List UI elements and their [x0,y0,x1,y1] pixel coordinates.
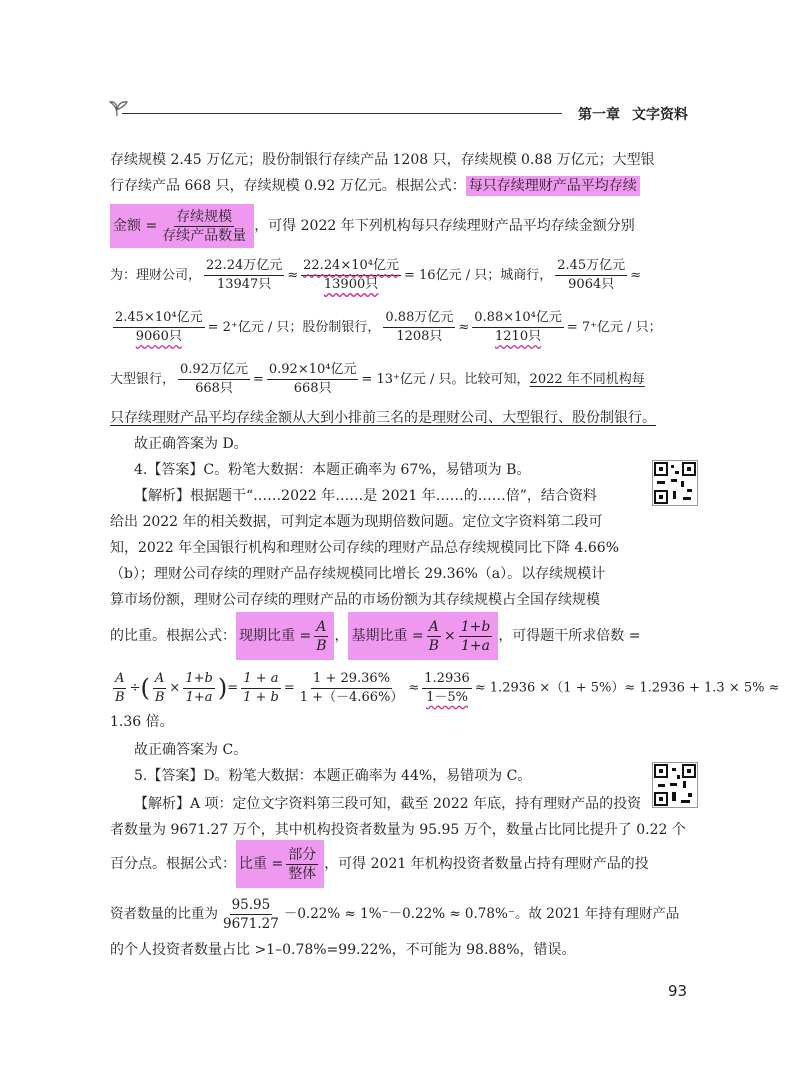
explanation-line: 【解析】根据题干“……2022 年……是 2021 年……的……倍”，结合资料 [134,488,597,504]
fraction-denominator: 668只 [195,381,233,396]
fraction-numerator: 1 + 29.36% [311,670,392,689]
formula-highlight: 基期比重 = $\frac{A}{B}$ × $\frac{1+b}{1+a}$ [348,612,498,660]
fraction-numerator: 0.92万亿元 [178,361,250,380]
fraction-denominator: 整体 [288,865,317,882]
text-segment: 资者数量的比重为 [110,906,218,922]
text-segment: ，可得 2021 年机构投资者数量占持有理财产品的投 [324,856,649,872]
fraction-denominator: 13947只 [216,277,272,292]
underlined-text: 2022 年不同机构每 [529,372,645,387]
answer-line: 4.【答案】C。粉笔大数据：本题正确率为 67%，易错项为 B。 [134,462,531,478]
text-segment: 大型银行， [110,372,176,387]
fraction-denominator: 1208只 [396,329,443,344]
fraction-denominator: 1－5% [426,689,468,705]
fraction-numerator: 95.95 [231,897,271,913]
qr-code-icon[interactable] [652,460,698,506]
text-segment: －0.22% ≈ 1%⁻－0.22% ≈ 0.78%⁻。故 2021 年持有理财产品 [283,906,680,922]
fraction-numerator: 2.45万亿元 [555,257,627,276]
fraction-denominator: 1 + b [243,689,279,705]
fraction-denominator: 9064只 [568,277,615,292]
fraction-numerator: 存续规模 [176,208,233,225]
explanation-line: 者数量为 9671.27 万个，其中机构投资者数量为 95.95 万个，数量占比同比提升了 0.22 个 [110,822,686,838]
text-line: 大型银行， $\frac{\text{0.92万亿元}}{\text{668只}}$ = $\frac{\text{0.92×10⁴亿元}}{\text{668只}}$ = 13⁺亿元 / 只。比较可知，2022 年不同机构每 [110,362,645,396]
formula-highlight [236,840,324,888]
text-segment: = 16亿元 / 只；城商行， [404,268,553,283]
explanation-line: 知，2022 年全国银行机构和理财公司存续的理财产品总存续规模同比下降 4.66% [110,540,620,556]
text-segment: ，可得 2022 年下列机构每只存续理财产品平均存续金额分别 [254,218,635,234]
fraction-denominator: 668只 [293,381,332,396]
text-line: 故正确答案为 D。 [134,436,248,452]
qr-code-icon[interactable] [652,762,698,808]
formula-label: 比重 = [239,856,284,872]
fraction-numerator: 22.24×10⁴亿元 [301,257,401,276]
explanation-line: 【解析】A 项：定位文字资料第三段可知，截至 2022 年底，持有理财产品的投资 [134,796,642,812]
fraction-numerator: 2.45×10⁴亿元 [113,309,205,328]
formula-line: 的比重。根据公式： 现期比重 = $\frac{A}{B}$ ， 基期比重 = $\frac{A}{B}$ × $\frac{1+b}{1+a}$ ，可得题干所求倍数 = [110,612,641,660]
fraction-numerator: 0.88万亿元 [383,309,455,328]
fraction-denominator: 9060只 [135,329,182,344]
text-line [110,176,640,196]
formula-highlight: 每只存续理财产品平均存续 [466,176,640,196]
page-number: 93 [668,982,688,1000]
text-line: 只存续理财产品平均存续金额从大到小排前三名的是理财公司、大型银行、股份制银行。 [110,410,656,426]
text-line [110,204,635,248]
formula-line [110,840,649,888]
text-segment: ，可得题干所求倍数 = [498,628,641,644]
answer-line: 5.【答案】D。粉笔大数据：本题正确率为 44%，易错项为 C。 [134,768,532,784]
formula-line [110,892,679,936]
formula-highlight [110,204,254,248]
text-segment: = 13⁺亿元 / 只。比较可知， [361,372,530,387]
text-segment: ≈ 1.2936 ×（1 + 5%）≈ 1.2936 + 1.3 × 5% ≈ [474,680,780,696]
text-line: 为：理财公司， $\frac{\text{22.24万亿元}}{\text{13947只}}$ ≈ $\frac{\text{22.24×10⁴亿元}}{\text{13900只}}$ = 16亿元 / 只；城商行， $\frac{\text{2.45万亿元}}{\text{9064只}}$ ≈ [110,258,642,292]
text-line: 1.36 倍。 [110,714,174,730]
text-segment: = 2⁺亿元 / 只；股份制银行， [207,320,381,335]
fraction-numerator: 1 + a [241,670,280,689]
text-line: 的个人投资者数量占比 >1–0.78%=99.22%，不可能为 98.88%，错误。 [110,942,576,958]
text-segment: 为：理财公司， [110,268,202,283]
text-segment: 的比重。根据公式： [110,628,236,644]
chapter-label: 第一章 [578,107,620,123]
formula-line: $\frac{A}{B}$ ÷( $\frac{A}{B}$ × $\frac{1+b}{1+a}$ )= $\frac{1 + a}{1 + b}$ = $\frac{1 + 29.36\%}{1 +(-4.66\%)}$ ≈ $\frac{1.2936}{1-5\%}$ ≈ 1.2936 ×（1 + 5%）≈ 1.2936 + 1.3 × 5% ≈ [115,670,780,705]
explanation-line: 算市场份额，理财公司存续的理财产品的市场份额为其存续规模占全国存续规模 [110,592,600,608]
fraction-denominator: 1210只 [495,329,542,344]
explanation-line: （b）；理财公司存续的理财产品存续规模同比增长 29.36%（a）。以存续规模计 [110,566,606,582]
fraction-numerator: 0.88×10⁴亿元 [472,309,564,328]
header-rule [122,113,562,114]
text-line: 存续规模 2.45 万亿元；股份制银行存续产品 1208 只，存续规模 0.88 万亿元；大型银 [110,152,655,168]
text-segment: 行存续产品 668 只，存续规模 0.92 万亿元。根据公式： [110,178,466,194]
formula-label: 金额 = [113,218,158,234]
fraction-denominator: 9671.27 [223,916,279,932]
formula-label: 基期比重 = [351,628,424,644]
fraction-numerator: 1.2936 [422,670,472,689]
leaf-ornament-icon [104,96,130,118]
fraction-denominator: 存续产品数量 [162,227,247,244]
section-label: 文字资料 [632,107,688,123]
formula-label: 现期比重 = [239,628,312,644]
explanation-line: 给出 2022 年的相关数据，可判定本题为现期倍数问题。定位文字资料第二段可 [110,514,603,530]
fraction-numerator: 部分 [288,846,317,863]
fraction-denominator: 13900只 [323,277,379,292]
fraction-denominator: 1 +（－4.66%） [299,689,404,705]
text-segment: 百分点。根据公式： [110,856,236,872]
fraction-numerator: 22.24万亿元 [204,257,284,276]
fraction-numerator: 0.92×10⁴亿元 [267,361,359,380]
text-line: $\frac{\text{2.45×10⁴亿元}}{\text{9060只}}$ = 2⁺亿元 / 只；股份制银行， $\frac{\text{0.88万亿元}}{\text{1208只}}$ ≈ $\frac{\text{0.88×10⁴亿元}}{\text{1210只}}$ = 7⁺亿元 / 只； [115,310,662,344]
text-line: 故正确答案为 C。 [134,742,248,758]
formula-highlight: 现期比重 = $\frac{A}{B}$ [236,612,334,660]
text-segment: = 7⁺亿元 / 只； [566,320,662,335]
